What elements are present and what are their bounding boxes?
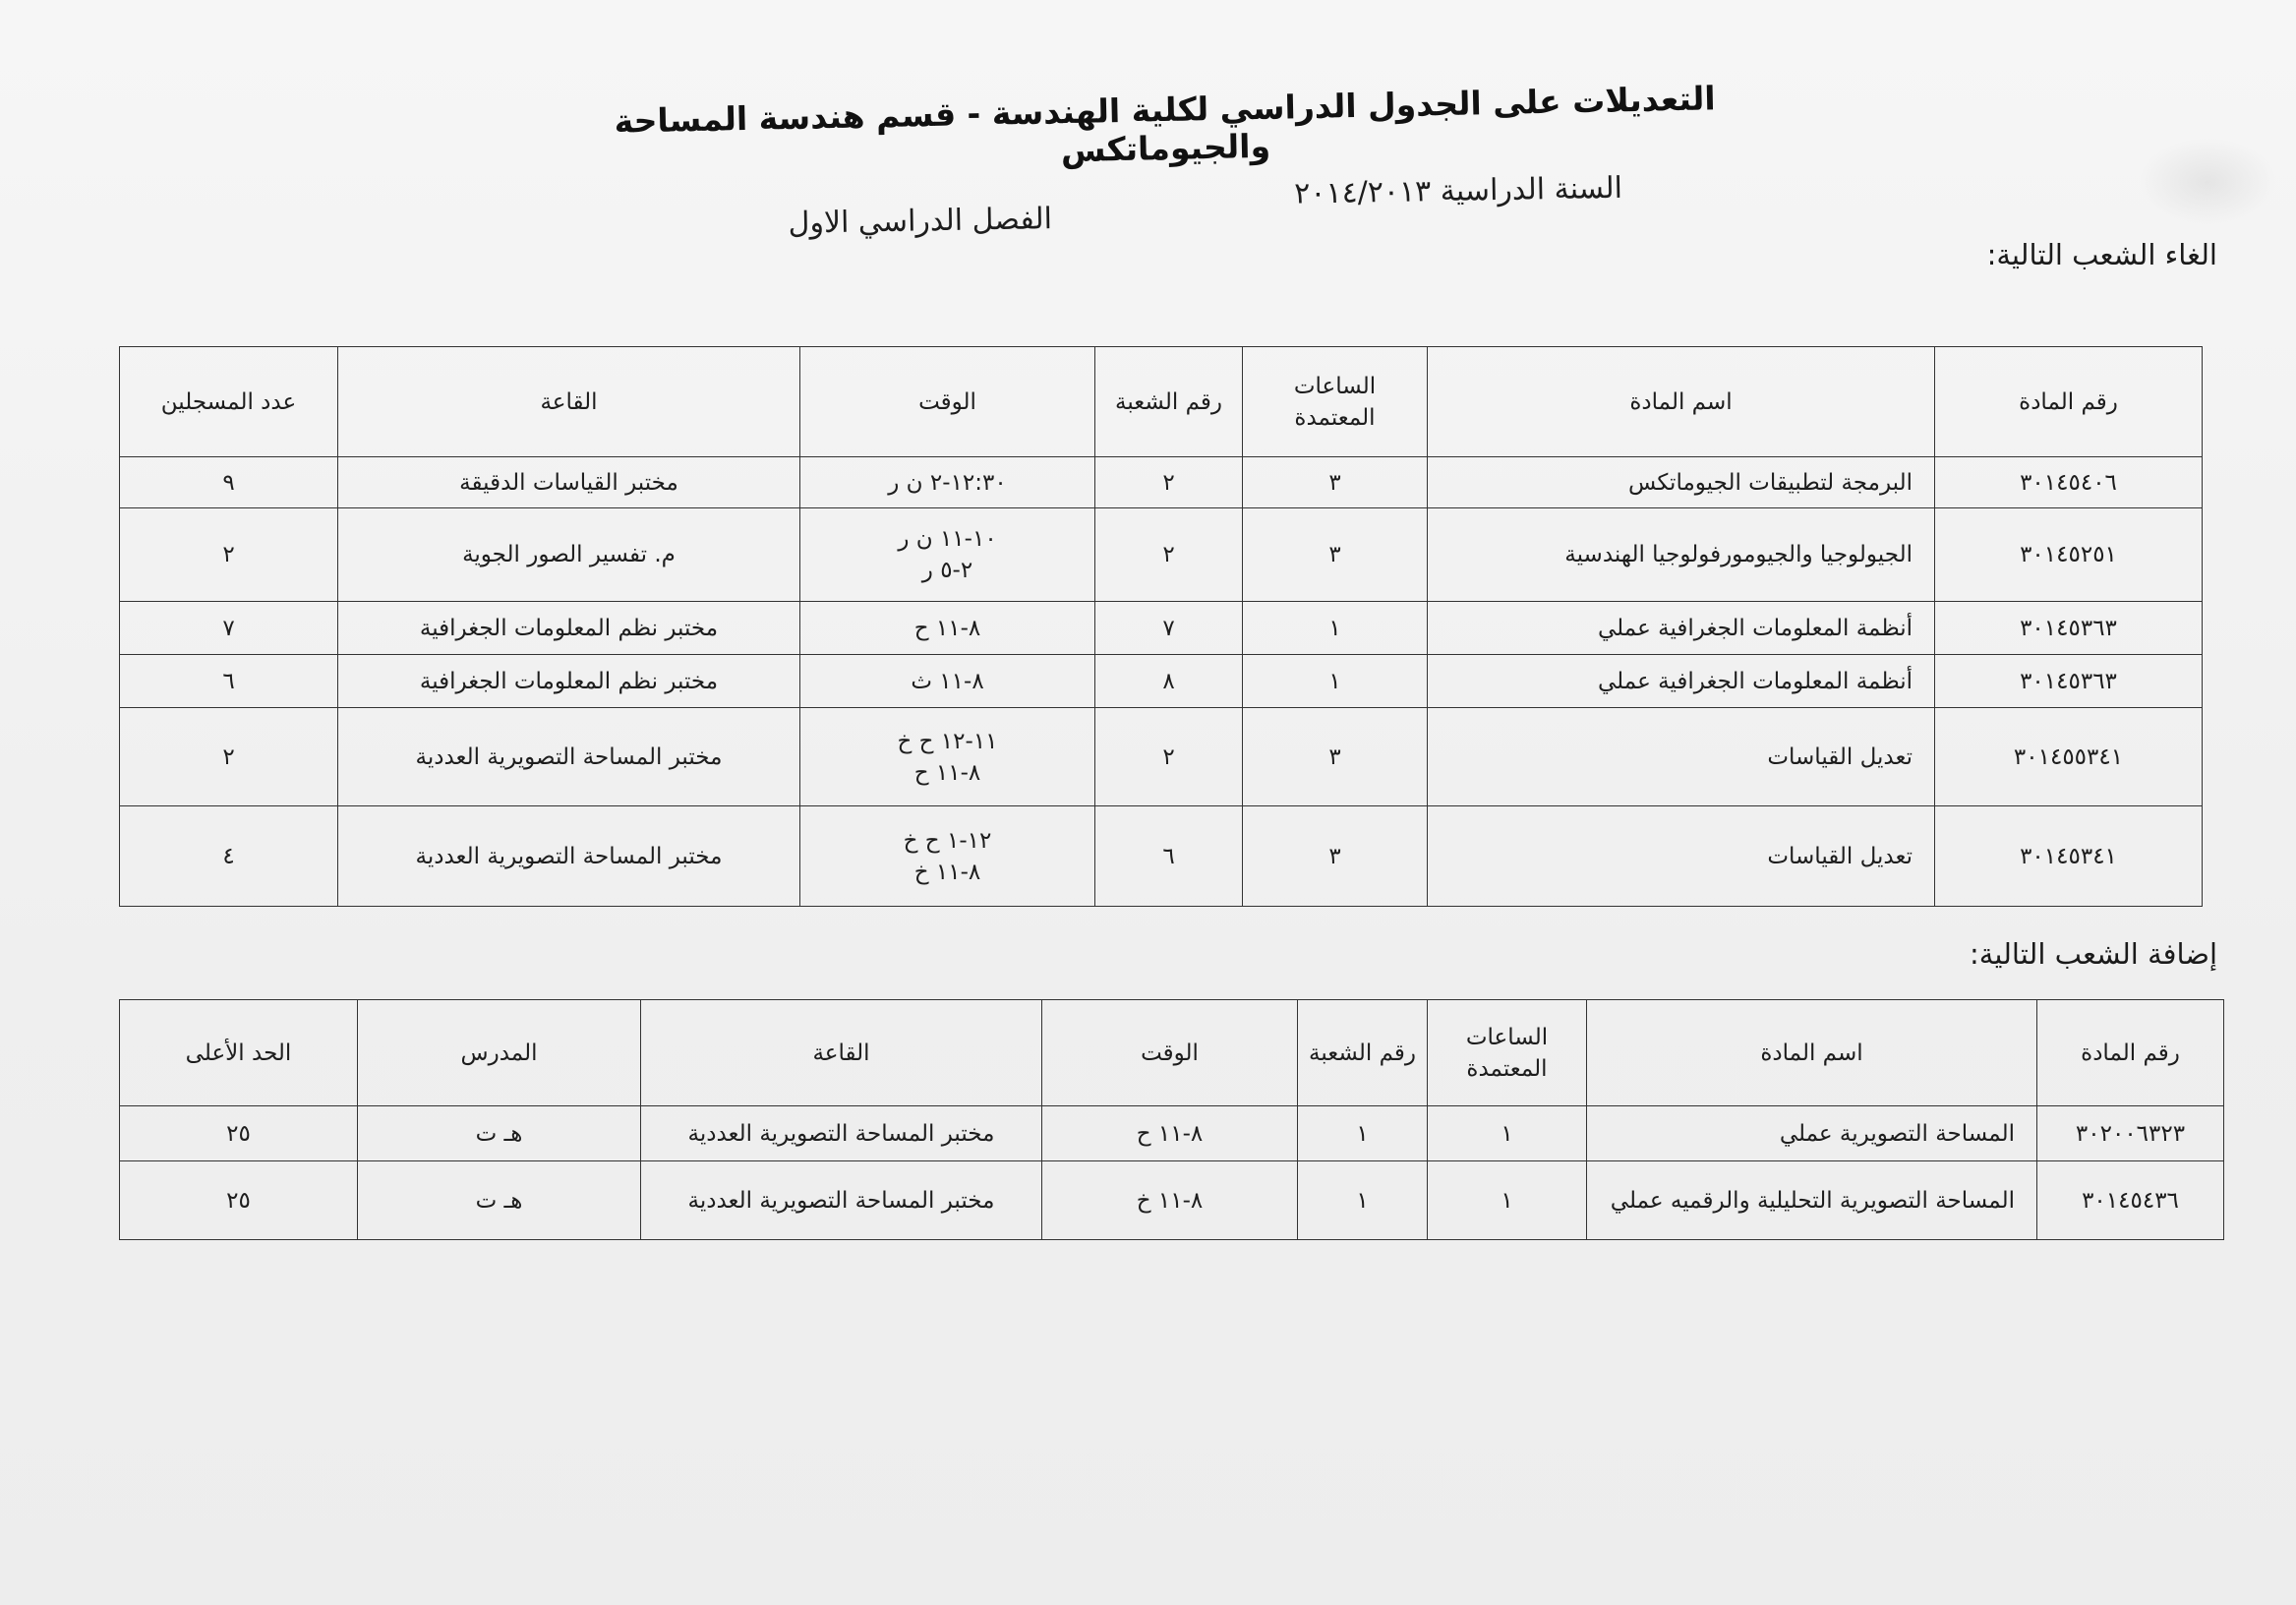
credit-hours: ١ [1428,1106,1587,1161]
section-no: ٢ [1095,457,1243,508]
enrolled: ٦ [120,655,338,708]
enrolled: ٢ [120,708,338,806]
enrolled: ٢ [120,508,338,602]
header-time: الوقت [1042,1000,1298,1106]
header-course-name: اسم المادة [1428,347,1935,457]
section-no: ٢ [1095,708,1243,806]
time: ١٢:٣٠-٢ ن ر [800,457,1095,508]
room: مختبر المساحة التصويرية العددية [641,1106,1042,1161]
addition-table [119,999,2224,1240]
section-no: ٧ [1095,602,1243,655]
room: مختبر المساحة التصويرية العددية [338,806,800,907]
room: مختبر نظم المعلومات الجغرافية [338,602,800,655]
header-room: القاعة [641,1000,1042,1106]
room: مختبر المساحة التصويرية العددية [641,1161,1042,1240]
section-no: ١ [1298,1106,1428,1161]
table-row [120,508,2203,602]
table-row [120,708,2203,806]
time-line-1: ١١-١٢ ح خ [897,728,998,754]
table-header-row [120,1000,2224,1106]
table-row [120,1161,2224,1240]
time: ٨-١١ ح [1042,1106,1298,1161]
course-no: ٣٠١٤٥٣٦٣ [1935,602,2203,655]
max-capacity: ٢٥ [120,1106,358,1161]
course-name: الجيولوجيا والجيومورفولوجيا الهندسية [1428,508,1935,602]
room: مختبر القياسات الدقيقة [338,457,800,508]
enrolled: ٧ [120,602,338,655]
course-no: ٣٠١٤٥٣٤١ [1935,806,2203,907]
enrolled: ٤ [120,806,338,907]
room: مختبر نظم المعلومات الجغرافية [338,655,800,708]
course-no: ٣٠١٤٥٤٠٦ [1935,457,2203,508]
course-no: ٣٠١٤٥٥٣٤١ [1935,708,2203,806]
time [800,508,1095,602]
header-max: الحد الأعلى [120,1000,358,1106]
header-course-no: رقم المادة [2037,1000,2224,1106]
section-no: ٦ [1095,806,1243,907]
table-row [120,806,2203,907]
course-name: أنظمة المعلومات الجغرافية عملي [1428,602,1935,655]
table-row [120,457,2203,508]
course-no: ٣٠١٤٥٢٥١ [1935,508,2203,602]
instructor: هـ ت [358,1161,641,1240]
time-line-1: ١٢-١ ح خ [903,827,992,854]
time [800,806,1095,907]
instructor: هـ ت [358,1106,641,1161]
section-no: ١ [1298,1161,1428,1240]
course-name: المساحة التصويرية التحليلية والرقميه عملي [1587,1161,2037,1240]
document-title: التعديلات على الجدول الدراسي لكلية الهندسة - قسم هندسة المساحة والجيوماتكس [614,79,1716,170]
table-row [120,602,2203,655]
course-name: تعديل القياسات [1428,806,1935,907]
cancellation-table [119,346,2203,907]
header-credit-hours: الساعات المعتمدة [1428,1000,1587,1106]
header-enrolled: عدد المسجلين [120,347,338,457]
course-no: ٣٠١٤٥٣٦٣ [1935,655,2203,708]
time: ٨-١١ ح [800,602,1095,655]
time-line-1: ١٠-١١ ن ر [898,526,997,552]
course-name: المساحة التصويرية عملي [1587,1106,2037,1161]
header-course-name: اسم المادة [1587,1000,2037,1106]
time-line-2: ٢-٥ ر [921,558,973,583]
table-row [120,655,2203,708]
credit-hours: ٣ [1243,508,1428,602]
time [800,708,1095,806]
header-room: القاعة [338,347,800,457]
paper-crease [2139,138,2276,226]
header-section-no: رقم الشعبة [1298,1000,1428,1106]
section-no: ٨ [1095,655,1243,708]
course-name: البرمجة لتطبيقات الجيوماتكس [1428,457,1935,508]
academic-year: السنة الدراسية ٢٠١٤/٢٠١٣ [1293,170,1623,211]
time: ٨-١١ ث [800,655,1095,708]
room: م. تفسير الصور الجوية [338,508,800,602]
course-no: ٣٠٢٠٠٦٣٢٣ [2037,1106,2224,1161]
max-capacity: ٢٥ [120,1161,358,1240]
course-name: أنظمة المعلومات الجغرافية عملي [1428,655,1935,708]
time: ٨-١١ خ [1042,1161,1298,1240]
credit-hours: ١ [1243,602,1428,655]
credit-hours: ١ [1243,655,1428,708]
header-credit-hours: الساعات المعتمدة [1243,347,1428,457]
section-no: ٢ [1095,508,1243,602]
course-name: تعديل القياسات [1428,708,1935,806]
credit-hours: ٣ [1243,457,1428,508]
table-header-row [120,347,2203,457]
credit-hours: ٣ [1243,806,1428,907]
header-section-no: رقم الشعبة [1095,347,1243,457]
header-course-no: رقم المادة [1935,347,2203,457]
header-time: الوقت [800,347,1095,457]
table-row [120,1106,2224,1161]
time-line-2: ٨-١١ ح [913,759,981,786]
time-line-2: ٨-١١ خ [913,859,981,885]
header-instructor: المدرس [358,1000,641,1106]
credit-hours: ١ [1428,1161,1587,1240]
course-no: ٣٠١٤٥٤٣٦ [2037,1161,2224,1240]
enrolled: ٩ [120,457,338,508]
semester: الفصل الدراسي الاول [788,202,1053,241]
credit-hours: ٣ [1243,708,1428,806]
room: مختبر المساحة التصويرية العددية [338,708,800,806]
addition-section-title: إضافة الشعب التالية: [1970,937,2217,971]
cancellation-section-title: الغاء الشعب التالية: [1986,238,2217,271]
